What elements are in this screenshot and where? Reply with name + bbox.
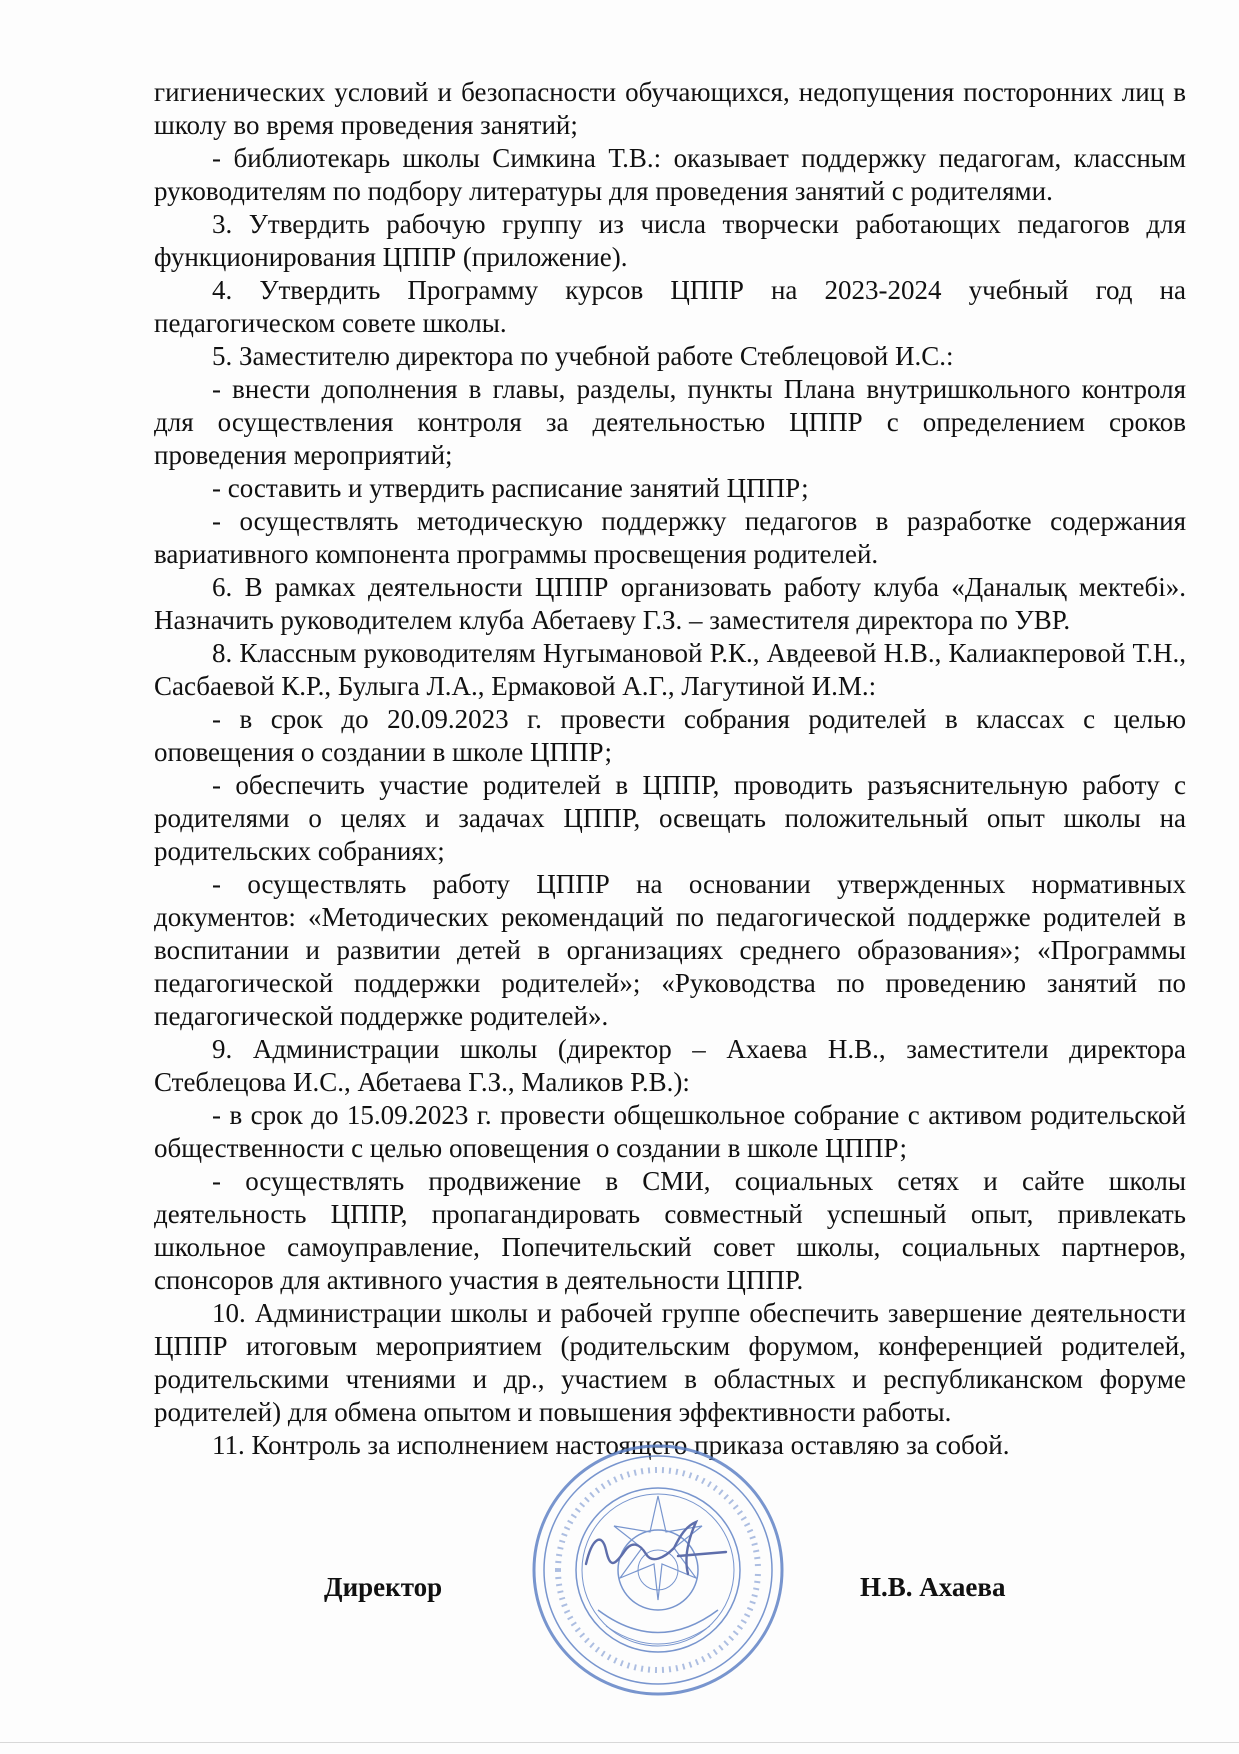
paragraph-hygiene-continuation: гигиенических условий и безопасности обучающихся, недопущения посторонних лиц в школу во время проведения занятий; bbox=[154, 77, 1186, 140]
paragraph-item-8-participation: - обеспечить участие родителей в ЦППР, проводить разъяснительную работу с родителями о целях и задачах ЦППР, освещать положительный опыт школы на родительских собраниях; bbox=[154, 770, 1186, 866]
round-official-seal-icon bbox=[528, 1440, 788, 1700]
paragraph-item-9: 9. Администрации школы (директор – Ахаева Н.В., заместители директора Стеблецова И.С., Абетаева Г.З., Маликов Р.В.): bbox=[154, 1034, 1186, 1097]
paragraph-item-5-support: - осуществлять методическую поддержку педагогов в разработке содержания вариативного компонента программы просвещения родителей. bbox=[154, 506, 1186, 569]
paragraph-item-8-documents: - осуществлять работу ЦППР на основании утвержденных нормативных документов: «Методических рекомендаций по педагогической поддержке родителей в воспитании и развитии детей в организациях среднего образования»; «Программы педагогической поддержки родителей»; «Руководства по проведению занятий по педагогической поддержке родителей». bbox=[154, 869, 1186, 1031]
document-body bbox=[154, 76, 1186, 1462]
signature-name: Н.В. Ахаева bbox=[860, 1572, 1006, 1602]
signature-row bbox=[154, 1572, 1186, 1612]
paragraph-librarian: - библиотекарь школы Симкина Т.В.: оказывает поддержку педагогам, классным руководителям по подбору литературы для проведения занятий с родителями. bbox=[154, 143, 1186, 206]
paragraph-item-3: 3. Утвердить рабочую группу из числа творчески работающих педагогов для функционирования ЦППР (приложение). bbox=[154, 209, 1186, 272]
paragraph-item-6: 6. В рамках деятельности ЦППР организовать работу клуба «Даналық мектебі». Назначить руководителем клуба Абетаеву Г.З. – заместителя директора по УВР. bbox=[154, 572, 1186, 635]
paragraph-item-5-schedule: - составить и утвердить расписание занятий ЦППР; bbox=[212, 473, 809, 503]
paragraph-item-9-promotion: - осуществлять продвижение в СМИ, социальных сетях и сайте школы деятельность ЦППР, пропагандировать совместный успешный опыт, привлекать школьное самоуправление, Попечительский совет школы, социальных партнеров, спонсоров для активного участия в деятельности ЦППР. bbox=[154, 1166, 1186, 1295]
paragraph-item-5-control: - внести дополнения в главы, разделы, пункты Плана внутришкольного контроля для осуществления контроля за деятельностью ЦППР с определением сроков проведения мероприятий; bbox=[154, 374, 1186, 470]
paragraph-item-9-meeting: - в срок до 15.09.2023 г. провести общешкольное собрание с активом родительской общественности с целью оповещения о создании в школе ЦППР; bbox=[154, 1100, 1186, 1163]
paragraph-item-10: 10. Администрации школы и рабочей группе обеспечить завершение деятельности ЦППР итоговым мероприятием (родительским форумом, конференцией родителей, родительскими чтениями и др., участием в областных и республиканском форуме родителей) для обмена опытом и повышения эффективности работы. bbox=[154, 1298, 1186, 1427]
page-bottom-divider bbox=[0, 1742, 1239, 1743]
paragraph-item-5: 5. Заместителю директора по учебной работе Стеблецовой И.С.: bbox=[212, 341, 954, 371]
paragraph-item-4: 4. Утвердить Программу курсов ЦППР на 2023-2024 учебный год на педагогическом совете школы. bbox=[154, 275, 1186, 338]
signature-title: Директор bbox=[324, 1572, 443, 1602]
paragraph-item-11: 11. Контроль за исполнением настоящего приказа оставляю за собой. bbox=[212, 1430, 1010, 1460]
paragraph-item-8-meetings: - в срок до 20.09.2023 г. провести собрания родителей в классах с целью оповещения о создании в школе ЦППР; bbox=[154, 704, 1186, 767]
paragraph-item-8: 8. Классным руководителям Нугымановой Р.К., Авдеевой Н.В., Калиакперовой Т.Н., Сасбаевой К.Р., Булыга Л.А., Ермаковой А.Г., Лагутиной И.М.: bbox=[154, 638, 1186, 701]
